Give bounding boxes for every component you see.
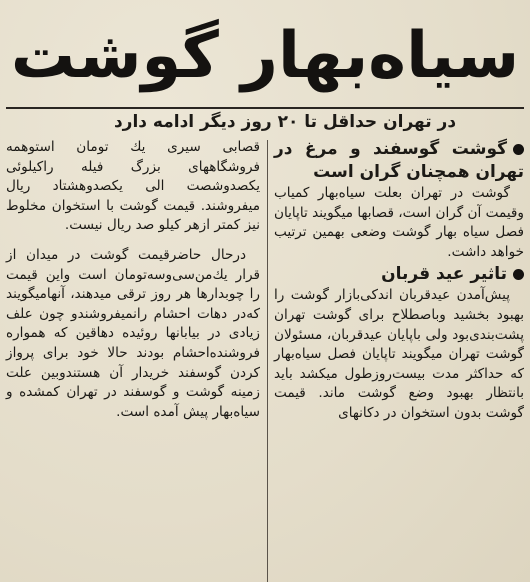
- section-heading: [274, 262, 524, 286]
- left-column: [6, 138, 260, 582]
- lead-paragraph: گوشت در تهران بعلت سیاه‌بهار کمیاب وقیمت آن گران است، قصابها میگویند تاپایان فصل سیاه بهار گوشت وضعی بهمین ترتیب خواهد داشت.: [273, 185, 524, 260]
- section-paragraph: پیش‌آمدن عیدقربان اندکی‌بازار گوشت را بهبود بخشید وباصطلاح برای گوشت تهران پشت‌بندی‌بود ولی باپایان عیدقربان، مسئولان گوشت تهران میگویند تاپایان فصل سیاه‌بهار که حداکثر مدت بیست‌روزطول میکشد باید بانتظار بهبود وضع گوشت ماند. قیمت گوشت بدون استخوان در دکانهای: [274, 287, 524, 421]
- right-column: [274, 138, 524, 582]
- bullet-icon: [513, 144, 524, 155]
- column-divider: [267, 140, 268, 582]
- headline: سیاه‌بهار گوشت: [10, 19, 520, 93]
- left-paragraph-2: درحال حاضرقیمت گوشت در میدان از قرار یك‌من‌سی‌وسه‌تومان است واین قیمت را چوبدارها هر روز ترقی میدهند، آنهامیگویند که‌در دهات احشام رانمیفروشندو چون علف زیادی در بیابانها روئیده دهاقین که همواره فروشنده‌احشام بودند حالا خود برای پرواز کردن گوسفند خریدار آن هستندوبین علت زمینه گوشت و گوسفند در تهران کمشده و سیاه‌بهار پیش آمده است.: [6, 246, 260, 420]
- lead-heading: [274, 138, 524, 184]
- section-heading-text: تاثیر عید قربان: [381, 264, 507, 285]
- subheadline: در تهران حداقل تا ۲۰ روز دیگر ادامه دارد: [113, 112, 457, 132]
- headline-rule: [6, 107, 524, 109]
- left-paragraph-1: قصابی سیری یك تومان استوهمه فروشگاههای بزرگ فیله راکیلوئی یکصدوشصت الی یکصدوهشتاد ریال میفروشند. قیمت گوشت با استخوان مخلوط نیز کمتر ازهر کیلو صد ریال نیست.: [6, 139, 260, 234]
- paragraph-gap: [6, 236, 260, 246]
- lead-heading-text: گوشت گوسفند و مرغ در تهران همچنان گران است: [274, 139, 524, 182]
- bullet-icon: [513, 269, 524, 280]
